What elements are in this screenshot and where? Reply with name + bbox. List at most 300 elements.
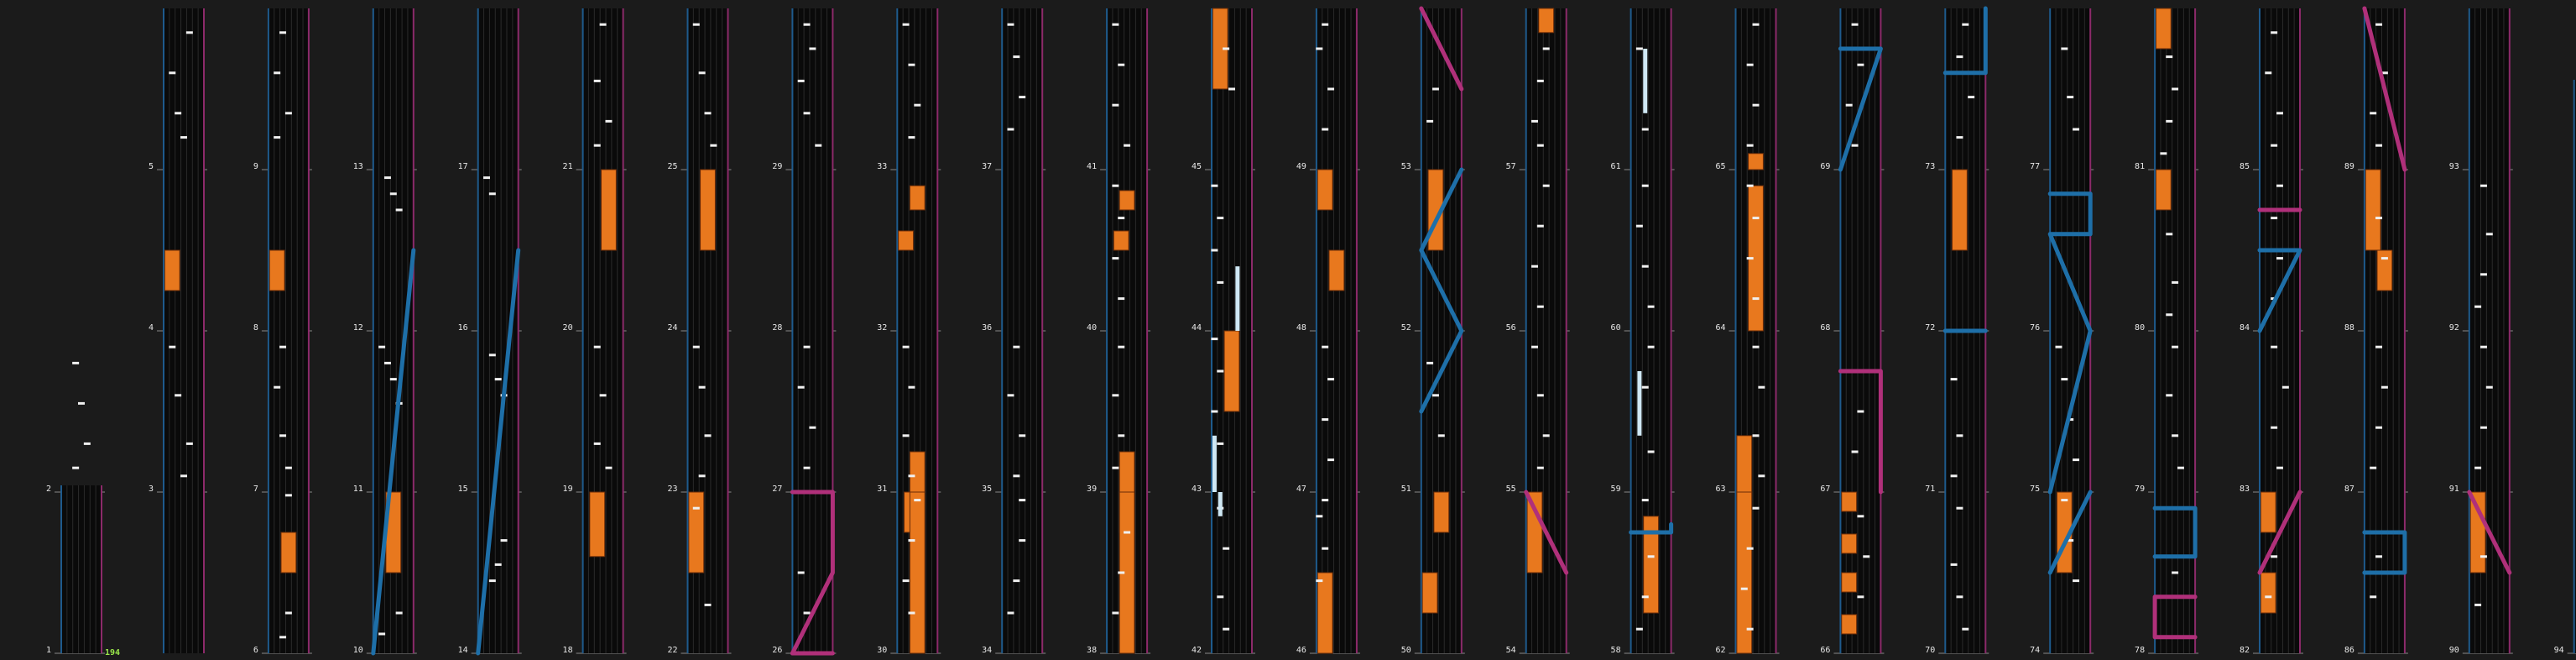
hold-note xyxy=(2377,250,2392,291)
measure-number: 36 xyxy=(982,323,993,333)
tap-note xyxy=(2480,427,2487,429)
tap-note xyxy=(279,346,286,348)
tap-note xyxy=(2177,467,2184,469)
tap-note xyxy=(1543,434,1550,437)
measure-number: 9 xyxy=(253,162,258,171)
tap-note xyxy=(2474,306,2481,308)
tap-note xyxy=(1211,411,1218,413)
measure-number: 93 xyxy=(2448,162,2459,171)
tap-note xyxy=(1968,96,1974,98)
tap-note xyxy=(285,612,292,615)
tap-note xyxy=(1962,628,1969,631)
tap-note xyxy=(2166,233,2172,235)
hold-note xyxy=(1527,492,1542,573)
tap-note xyxy=(1118,572,1124,574)
tap-note xyxy=(903,346,910,348)
hold-note xyxy=(1842,534,1857,553)
tap-note xyxy=(495,378,502,380)
tap-note xyxy=(693,24,700,26)
tap-note xyxy=(1322,499,1328,501)
measure-number: 60 xyxy=(1610,323,1621,333)
tap-note xyxy=(914,104,920,107)
measure-number: 52 xyxy=(1400,323,1411,333)
tap-note xyxy=(1857,64,1864,66)
tap-note xyxy=(798,572,805,574)
tap-note xyxy=(1327,458,1334,461)
tap-note xyxy=(378,346,385,348)
tap-note xyxy=(1013,474,1019,477)
measure-number: 19 xyxy=(562,485,573,494)
tap-note xyxy=(1962,24,1969,26)
tap-note xyxy=(1857,411,1864,413)
column-9 xyxy=(1002,8,1042,653)
tap-note xyxy=(1322,128,1328,131)
tap-note xyxy=(600,394,607,396)
measure-number: 65 xyxy=(1715,162,1726,171)
tap-note xyxy=(2265,71,2271,74)
tap-note xyxy=(84,443,91,445)
tap-note xyxy=(903,434,910,437)
hold-note xyxy=(2365,170,2380,250)
hold-note xyxy=(1317,170,1332,210)
measure-number: 40 xyxy=(1087,323,1098,333)
hold-note xyxy=(1842,573,1857,592)
tap-note xyxy=(908,136,915,139)
tap-note xyxy=(2061,499,2068,501)
measure-number: 83 xyxy=(2239,485,2250,494)
tap-note xyxy=(2474,604,2481,606)
tap-note xyxy=(2055,346,2062,348)
tap-note xyxy=(1852,144,1859,147)
tap-note xyxy=(1211,249,1218,252)
measure-number: 6 xyxy=(253,646,258,655)
tap-note xyxy=(1747,64,1754,66)
tap-note xyxy=(1537,144,1544,147)
tap-note xyxy=(390,192,397,195)
tap-note xyxy=(693,507,700,510)
tap-note xyxy=(1642,128,1649,131)
tap-note xyxy=(2276,257,2283,259)
tap-note xyxy=(2061,48,2068,50)
measure-number: 24 xyxy=(667,323,678,333)
tap-note xyxy=(2480,346,2487,348)
measure-number: 86 xyxy=(2344,646,2354,655)
measure-number: 45 xyxy=(1191,162,1202,171)
hold-note xyxy=(1113,231,1129,250)
measure-number: 66 xyxy=(1820,646,1831,655)
tap-note xyxy=(285,467,292,469)
tap-note xyxy=(2271,144,2277,147)
tap-note xyxy=(903,579,910,582)
tap-note xyxy=(180,136,187,139)
tap-note xyxy=(2375,555,2382,558)
hold-note xyxy=(1119,452,1134,492)
measure-number: 73 xyxy=(1925,162,1936,171)
measure-number: 68 xyxy=(1820,323,1831,333)
tap-note xyxy=(1747,185,1754,187)
tap-note xyxy=(489,579,496,582)
tap-note xyxy=(1753,434,1760,437)
tap-note xyxy=(1531,120,1538,123)
tap-note xyxy=(1642,595,1649,598)
measure-number: 74 xyxy=(2030,646,2041,655)
tap-note xyxy=(1118,434,1124,437)
tap-note xyxy=(2067,96,2073,98)
hold-note xyxy=(602,170,617,250)
tap-note xyxy=(1112,257,1119,259)
tap-note xyxy=(1753,346,1760,348)
tap-note xyxy=(2172,434,2178,437)
tap-note xyxy=(2172,346,2178,348)
measure-number: 38 xyxy=(1087,646,1098,655)
tap-note xyxy=(1956,55,1963,58)
measure-number: 94 xyxy=(2553,646,2564,655)
column-7 xyxy=(792,8,832,653)
tap-note xyxy=(1322,547,1328,550)
tap-note xyxy=(1956,507,1963,510)
tap-note xyxy=(804,467,811,469)
tap-note xyxy=(1112,467,1119,469)
tap-note xyxy=(1642,386,1649,389)
measure-number: 49 xyxy=(1296,162,1306,171)
tap-note xyxy=(1223,547,1229,550)
column-1 xyxy=(164,8,204,653)
tap-note xyxy=(908,612,915,615)
hold-note xyxy=(910,186,925,210)
tap-note xyxy=(2271,31,2277,34)
tap-note xyxy=(600,24,607,26)
tap-note xyxy=(169,346,175,348)
spark-note xyxy=(1643,49,1647,113)
measure-number: 85 xyxy=(2239,162,2250,171)
tap-note xyxy=(2166,394,2172,396)
measure-number: 20 xyxy=(562,323,573,333)
measure-number: 67 xyxy=(1820,485,1831,494)
measure-number: 70 xyxy=(1925,646,1936,655)
spark-note xyxy=(1212,436,1217,492)
tap-note xyxy=(2370,112,2376,114)
tap-note xyxy=(1316,48,1322,50)
measure-number: 35 xyxy=(982,485,993,494)
tap-note xyxy=(274,71,280,74)
tap-note xyxy=(175,394,181,396)
measure-number: 4 xyxy=(148,323,154,333)
spark-note xyxy=(1637,371,1641,436)
hold-note xyxy=(281,532,296,573)
measure-number: 23 xyxy=(667,485,678,494)
tap-note xyxy=(908,64,915,66)
tap-note xyxy=(1019,434,1025,437)
hold-note xyxy=(1737,436,1752,492)
tap-note xyxy=(1013,579,1019,582)
hold-note xyxy=(1329,250,1344,291)
tap-note xyxy=(2276,467,2283,469)
tap-note xyxy=(1124,532,1130,534)
hold-note xyxy=(2470,492,2485,573)
measure-number: 50 xyxy=(1400,646,1411,655)
tap-note xyxy=(2073,579,2079,582)
tap-note xyxy=(1852,451,1859,453)
tap-note xyxy=(1112,185,1119,187)
tap-note xyxy=(1432,88,1439,91)
measure-number: 90 xyxy=(2448,646,2459,655)
measure-number: 80 xyxy=(2135,323,2146,333)
tap-note xyxy=(1648,555,1655,558)
tap-note xyxy=(699,71,706,74)
measure-number: 10 xyxy=(352,646,363,655)
tap-note xyxy=(594,346,601,348)
measure-number: 29 xyxy=(772,162,783,171)
measure-number: 55 xyxy=(1505,485,1516,494)
tap-note xyxy=(605,467,612,469)
tap-note xyxy=(186,443,193,445)
measure-number: 77 xyxy=(2030,162,2041,171)
tap-note xyxy=(1537,467,1544,469)
tap-note xyxy=(2271,555,2277,558)
measure-number: 17 xyxy=(457,162,468,171)
tap-note xyxy=(804,24,811,26)
measure-number: 43 xyxy=(1191,485,1202,494)
hold-note xyxy=(1434,492,1449,532)
measure-number: 92 xyxy=(2448,323,2459,333)
tap-note xyxy=(1753,297,1760,300)
tap-note xyxy=(2480,555,2487,558)
tap-note xyxy=(908,474,915,477)
hold-note xyxy=(701,170,716,250)
measure-number: 61 xyxy=(1610,162,1621,171)
measure-number: 18 xyxy=(562,646,573,655)
measure-number: 51 xyxy=(1400,485,1411,494)
tap-note xyxy=(1316,515,1322,517)
tap-note xyxy=(1747,628,1754,631)
tap-note xyxy=(1007,128,1014,131)
hold-note xyxy=(2156,8,2171,49)
tap-note xyxy=(2265,595,2271,598)
measure-number: 88 xyxy=(2344,323,2354,333)
tap-note xyxy=(2375,427,2382,429)
tap-note xyxy=(1217,443,1223,445)
tap-note xyxy=(1648,346,1655,348)
hold-note xyxy=(590,492,605,557)
tap-note xyxy=(2370,595,2376,598)
measure-number: 12 xyxy=(352,323,363,333)
tap-note xyxy=(378,632,385,635)
tap-note xyxy=(1863,555,1869,558)
tap-note xyxy=(1118,64,1124,66)
tap-note xyxy=(1951,378,1958,380)
measure-number: 8 xyxy=(253,323,258,333)
measure-number: 16 xyxy=(457,323,468,333)
tap-note xyxy=(1531,346,1538,348)
tap-note xyxy=(72,467,79,469)
measure-number: 31 xyxy=(877,485,888,494)
tap-note xyxy=(1426,120,1433,123)
tap-note xyxy=(699,474,706,477)
tap-note xyxy=(1642,265,1649,268)
tap-note xyxy=(483,176,490,179)
hold-note xyxy=(1119,191,1134,210)
tap-note xyxy=(2160,152,2167,155)
tap-note xyxy=(2282,386,2289,389)
tap-note xyxy=(1846,104,1853,107)
tap-note xyxy=(1857,595,1864,598)
hold-note xyxy=(1224,331,1239,411)
tap-note xyxy=(1223,48,1229,50)
tap-note xyxy=(1217,281,1223,284)
measure-number: 44 xyxy=(1191,323,1202,333)
measure-number: 56 xyxy=(1505,323,1516,333)
bpm-label: 194 xyxy=(105,648,121,657)
tap-note xyxy=(1112,104,1119,107)
tap-note xyxy=(1223,628,1229,631)
tap-note xyxy=(1327,88,1334,91)
measure-number: 69 xyxy=(1820,162,1831,171)
measure-number: 75 xyxy=(2030,485,2041,494)
tap-note xyxy=(274,136,280,139)
measure-number: 57 xyxy=(1505,162,1516,171)
tap-note xyxy=(1951,563,1958,566)
tap-note xyxy=(2381,257,2388,259)
hold-note xyxy=(689,492,704,573)
tap-note xyxy=(279,31,286,34)
measure-number: 47 xyxy=(1296,485,1306,494)
tap-note xyxy=(1438,434,1445,437)
tap-note xyxy=(2166,120,2172,123)
tap-note xyxy=(815,144,821,147)
tap-note xyxy=(1007,24,1014,26)
tap-note xyxy=(279,636,286,638)
tap-note xyxy=(2375,217,2382,219)
tap-note xyxy=(2276,185,2283,187)
tap-note xyxy=(2276,112,2283,114)
tap-note xyxy=(1118,346,1124,348)
measure-number: 87 xyxy=(2344,485,2354,494)
tap-note xyxy=(1019,96,1025,98)
hold-note xyxy=(1842,492,1857,511)
tap-note xyxy=(804,346,811,348)
measure-number: 89 xyxy=(2344,162,2354,171)
measure-number: 30 xyxy=(877,646,888,655)
tap-note xyxy=(1543,185,1550,187)
measure-number: 7 xyxy=(253,485,258,494)
tap-note xyxy=(2073,458,2079,461)
measure-number: 26 xyxy=(772,646,783,655)
hold-note xyxy=(910,492,925,653)
column-22 xyxy=(2365,8,2405,653)
measure-number: 33 xyxy=(877,162,888,171)
tap-note xyxy=(1322,418,1328,421)
measure-number: 72 xyxy=(1925,323,1936,333)
tap-note xyxy=(1426,362,1433,364)
tap-note xyxy=(2375,144,2382,147)
tap-note xyxy=(1537,225,1544,228)
tap-note xyxy=(274,386,280,389)
tap-note xyxy=(285,112,292,114)
tap-note xyxy=(1753,24,1760,26)
tap-note xyxy=(396,209,403,212)
hold-note xyxy=(1749,154,1764,170)
measure-number: 79 xyxy=(2135,485,2146,494)
tap-note xyxy=(1211,338,1218,340)
tap-note xyxy=(1636,225,1643,228)
tap-note xyxy=(1747,547,1754,550)
tap-note xyxy=(1636,48,1643,50)
hold-note xyxy=(269,250,284,291)
tap-note xyxy=(1118,297,1124,300)
tap-note xyxy=(1636,628,1643,631)
tap-note xyxy=(705,434,712,437)
tap-note xyxy=(914,499,920,501)
tap-note xyxy=(804,112,811,114)
measure-number: 54 xyxy=(1505,646,1516,655)
measure-number: 1 xyxy=(45,646,51,655)
tap-note xyxy=(903,24,910,26)
measure-number: 22 xyxy=(667,646,678,655)
measure-number: 48 xyxy=(1296,323,1306,333)
tap-note xyxy=(1217,370,1223,373)
tap-note xyxy=(2486,386,2493,389)
tap-note xyxy=(1112,24,1119,26)
tap-note xyxy=(1217,217,1223,219)
measure-number: 21 xyxy=(562,162,573,171)
tap-note xyxy=(1753,104,1760,107)
measure-number: 11 xyxy=(352,485,363,494)
tap-note xyxy=(384,176,391,179)
tap-note xyxy=(1642,499,1649,501)
tap-note xyxy=(1852,24,1859,26)
tap-note xyxy=(1327,378,1334,380)
measure-number: 42 xyxy=(1191,646,1202,655)
tap-note xyxy=(1747,144,1754,147)
tap-note xyxy=(2061,378,2068,380)
hold-note xyxy=(2156,170,2171,210)
tap-note xyxy=(1316,579,1322,582)
measure-number: 63 xyxy=(1715,485,1726,494)
tap-note xyxy=(1007,612,1014,615)
tap-note xyxy=(594,144,601,147)
measure-number: 34 xyxy=(982,646,993,655)
tap-note xyxy=(1322,24,1328,26)
measure-number: 28 xyxy=(772,323,783,333)
tap-note xyxy=(1007,394,1014,396)
hold-note xyxy=(1539,8,1554,33)
tap-note xyxy=(1642,185,1649,187)
tap-note xyxy=(2375,24,2382,26)
tap-note xyxy=(1956,136,1963,139)
tap-note xyxy=(78,402,85,405)
hold-note xyxy=(899,231,914,250)
measure-number: 91 xyxy=(2448,485,2459,494)
tap-note xyxy=(2474,467,2481,469)
measure-number: 5 xyxy=(148,162,154,171)
tap-note xyxy=(1322,346,1328,348)
tap-note xyxy=(2271,346,2277,348)
tap-note xyxy=(1753,217,1760,219)
tap-note xyxy=(809,427,816,429)
spark-note xyxy=(1218,492,1223,516)
tap-note xyxy=(1956,434,1963,437)
measure-number: 62 xyxy=(1715,646,1726,655)
hold-note xyxy=(1422,573,1437,613)
tap-note xyxy=(710,144,717,147)
measure-number: 37 xyxy=(982,162,993,171)
tap-note xyxy=(605,120,612,123)
measure-number: 32 xyxy=(877,323,888,333)
tap-note xyxy=(180,474,187,477)
measure-number: 13 xyxy=(352,162,363,171)
tap-note xyxy=(2370,467,2376,469)
tap-note xyxy=(1758,386,1765,389)
